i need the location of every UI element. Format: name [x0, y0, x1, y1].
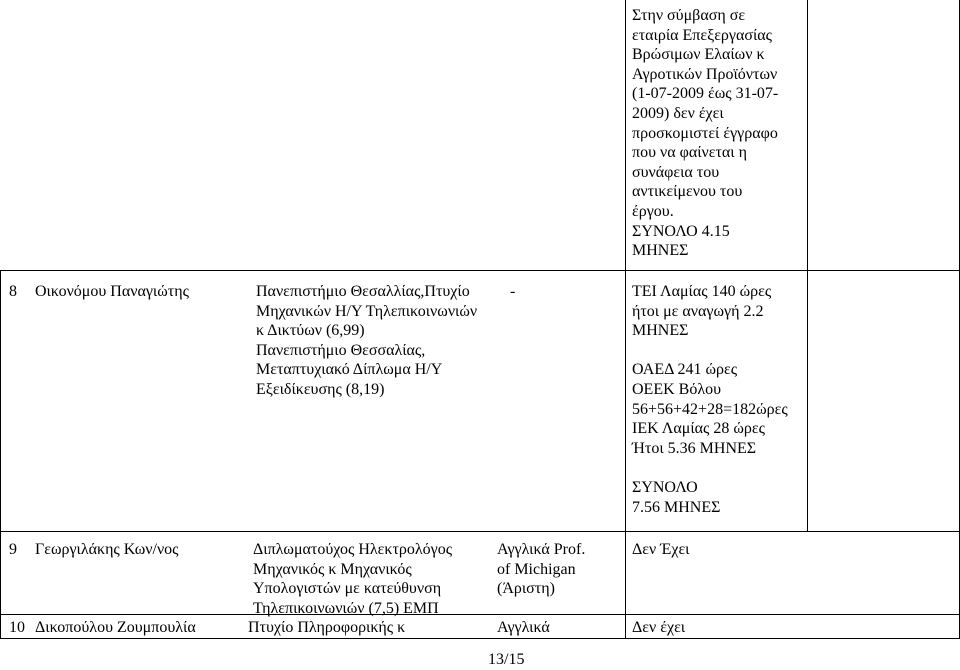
row-10-number: 10: [9, 619, 25, 636]
row-8-number: 8: [9, 283, 17, 300]
table-border-bottom: [0, 638, 960, 639]
row-divider-top-8: [0, 270, 960, 271]
row-9-name: Γεωργιλάκης Κων/νος: [35, 541, 179, 558]
row-9-language: Αγγλικά Prof. of Michigan (Άριστη): [497, 541, 586, 598]
column-divider-experience-right: [807, 0, 808, 531]
row-9-number: 9: [9, 541, 17, 558]
row-8-degree: Πανεπιστήμιο Θεσαλλίας,Πτυχίο Μηχανικών Η/Υ Τηλεπικοινωνιών κ Δικτύων (6,99) Πανεπιστήμιο Θεσσαλίας, Μεταπτυχιακό Δίπλωμα Η/Υ Εξειδίκευσης (8,19): [256, 283, 478, 398]
row-10-degree: Πτυχίο Πληροφορικής κ: [248, 619, 406, 636]
column-divider-experience-left: [625, 0, 626, 639]
row-9-experience: Δεν Έχει: [632, 541, 690, 558]
row-10-experience: Δεν έχει: [632, 619, 686, 636]
table-border-left: [0, 270, 1, 639]
top-row-experience: Στην σύμβαση σε εταιρία Επεξεργασίας Βρώσιμων Ελαίων κ Αγροτικών Προϊόντων (1-07-2009 έως 31-07- 2009) δεν έχει προσκομιστεί έγγραφο που να φαίνεται η συνάφεια του αντικείμενου του έργου. ΣΥΝΟΛΟ 4.15 ΜΗΝΕΣ: [632, 7, 779, 260]
row-8-language: -: [510, 283, 516, 300]
row-8-experience: ΤΕΙ Λαμίας 140 ώρες ήτοι με αναγωγή 2.2 ΜΗΝΕΣ ΟΑΕΔ 241 ώρες ΟΕΕΚ Βόλου 56+56+42+28=182ώρες ΙΕΚ Λαμίας 28 ώρες Ήτοι 5.36 ΜΗΝΕΣ ΣΥΝΟΛΟ 7.56 ΜΗΝΕΣ: [632, 283, 788, 516]
row-10-language: Αγγλικά: [497, 619, 550, 636]
row-divider-8-9: [0, 531, 960, 532]
row-9-degree: Διπλωματούχος Ηλεκτρολόγος Μηχανικός κ Μηχανικός Υπολογιστών με κατεύθυνση Τηλεπικοινωνιών (7,5) ΕΜΠ: [253, 541, 453, 617]
row-8-name: Οικονόμου Παναγιώτης: [35, 283, 189, 300]
page-number: 13/15: [488, 651, 525, 668]
row-10-name: Δικοπούλου Ζουμπουλία: [35, 619, 196, 636]
